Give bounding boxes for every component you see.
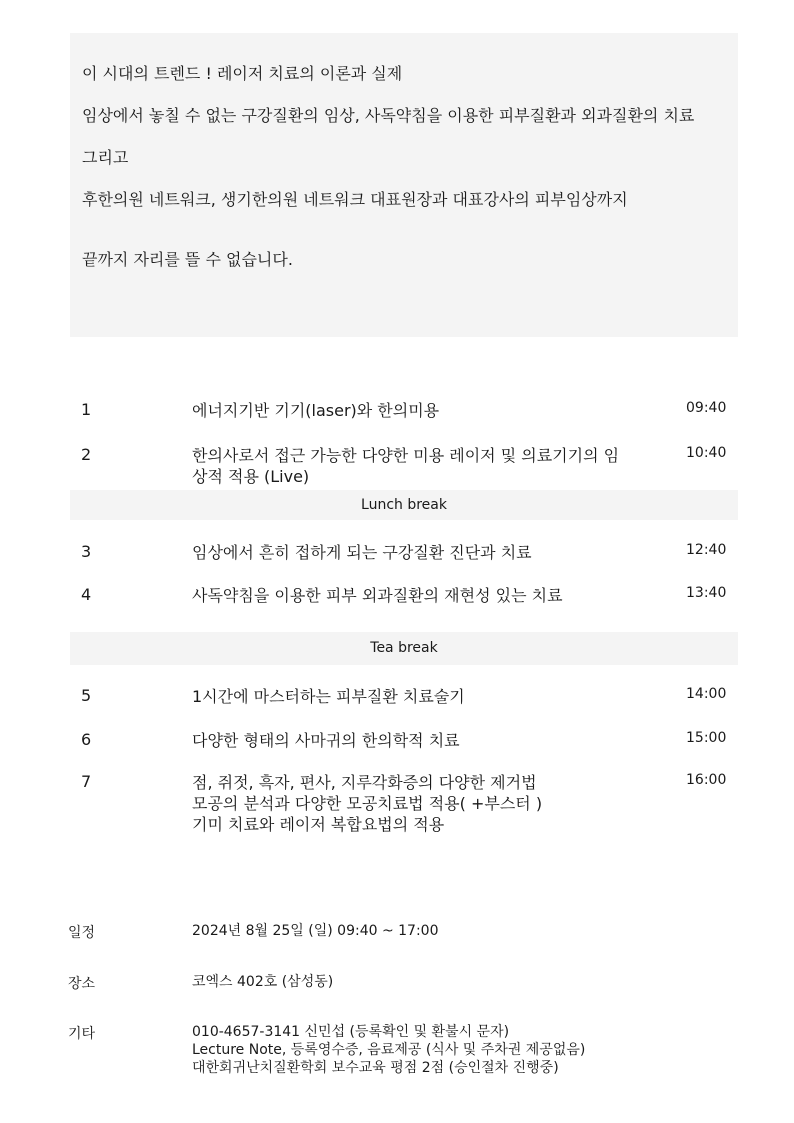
intro-text: 임상에서 놓칠 수 없는 구강질환의 임상, 사독약침을 이용한 피부질환과 외과질환의 치료 (82, 106, 695, 125)
intro-headline: 이 시대의 트렌드 ! 레이저 치료의 이론과 실제 (82, 64, 403, 83)
session-title (192, 772, 652, 835)
session-number: 2 (81, 445, 92, 464)
session-number: 4 (81, 585, 92, 604)
session-time: 14:00 (686, 686, 727, 702)
session-title-line: 점, 쥐젓, 흑자, 편사, 지루각화증의 다양한 제거법 (192, 773, 537, 792)
intro-text: 그리고 (82, 148, 129, 167)
session-time: 10:40 (686, 445, 727, 461)
credit-line: 대한회귀난치질환학회 보수교육 평점 2점 (승인절차 진행중) (192, 1060, 559, 1076)
intro-text: 후한의원 네트워크, 생기한의원 네트워크 대표원장과 대표강사의 피부임상까지 (82, 190, 628, 209)
session-title: 한의사로서 접근 가능한 다양한 미용 레이저 및 의료기기의 임상적 적용 (Live) (192, 446, 620, 486)
session-time: 12:40 (686, 542, 727, 558)
break-label: Lunch break (361, 497, 447, 513)
session-number: 6 (81, 730, 92, 749)
session-time: 13:40 (686, 585, 727, 601)
session-title: 사독약침을 이용한 피부 외과질환의 재현성 있는 치료 (192, 586, 563, 605)
session-time: 16:00 (686, 772, 727, 788)
contact-line: 010-4657-3141 신민섭 (등록확인 및 환불시 문자) (192, 1024, 510, 1040)
session-time: 09:40 (686, 400, 727, 416)
place-value: 코엑스 402호 (삼성동) (192, 974, 334, 990)
etc-value (192, 1023, 585, 1077)
session-title: 다양한 형태의 사마귀의 한의학적 치료 (192, 731, 460, 750)
session-title-line: 기미 치료와 레이저 복합요법의 적용 (192, 815, 445, 834)
session-title: 에너지기반 기기(laser)와 한의미용 (192, 401, 440, 420)
session-title: 임상에서 흔히 접하게 되는 구강질환 진단과 치료 (192, 543, 532, 562)
session-time: 15:00 (686, 730, 727, 746)
session-title: 1시간에 마스터하는 피부질환 치료술기 (192, 687, 465, 706)
date-value: 2024년 8월 25일 (일) 09:40 ~ 17:00 (192, 923, 439, 939)
intro-closing: 끝까지 자리를 뜰 수 없습니다. (82, 250, 293, 269)
session-title-line: 모공의 분석과 다양한 모공치료법 적용( +부스터 ) (192, 794, 543, 813)
provision-line: Lecture Note, 등록영수증, 음료제공 (식사 및 주차권 제공없음) (192, 1042, 586, 1058)
session-number: 1 (81, 400, 92, 419)
break-label: Tea break (370, 640, 438, 656)
session-number: 5 (81, 686, 92, 705)
place-label: 장소 (68, 976, 96, 992)
lunch-break-banner (70, 490, 738, 520)
date-label: 일정 (68, 925, 96, 941)
session-number: 3 (81, 542, 92, 561)
session-number: 7 (81, 772, 92, 791)
etc-label: 기타 (68, 1026, 96, 1042)
tea-break-banner (70, 632, 738, 665)
intro-box (70, 33, 738, 337)
